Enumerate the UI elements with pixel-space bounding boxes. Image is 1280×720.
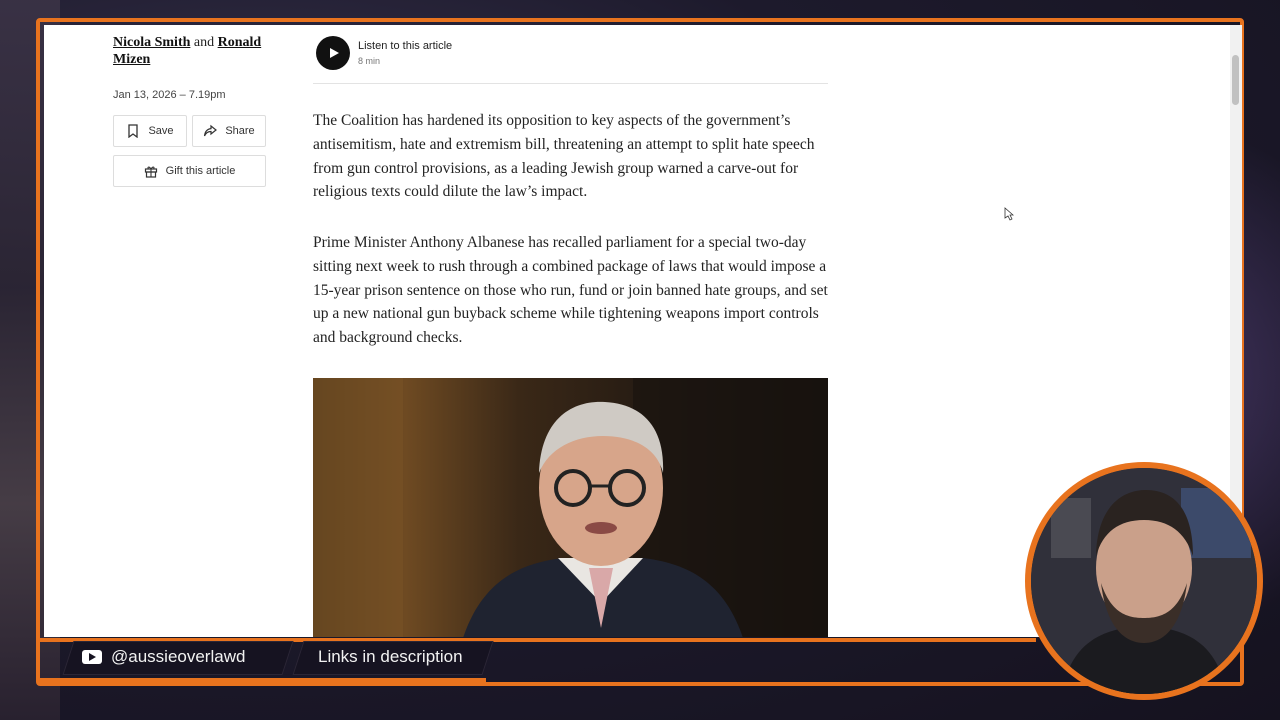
gift-icon — [144, 164, 158, 178]
article-paragraph-1: The Coalition has hardened its opposition to key aspects of the government’s antisemitism, hate and extremism bill, threatening an attempt to split hate speech from gun control provisions, as a leading Jewish group warned a carve-out for religious texts could dilute the law’s impact. — [313, 112, 815, 201]
channel-handle-group — [82, 641, 245, 673]
webcam-feed — [1031, 468, 1257, 694]
article-paragraph-2: Prime Minister Anthony Albanese has recalled parliament for a special two-day sitting next week to rush through a combined package of laws that would impose a 15-year prison sentence on those who run, fund or join banned hate groups, and set up a new national gun buyback scheme while tightening weapons import controls and background checks. — [313, 234, 828, 347]
byline — [113, 34, 283, 68]
bookmark-icon — [126, 124, 140, 138]
divider — [313, 83, 828, 84]
save-button[interactable] — [113, 115, 187, 147]
article-photo — [313, 378, 828, 637]
listen-player[interactable] — [316, 36, 452, 70]
share-button[interactable] — [192, 115, 266, 147]
listen-duration: 8 min — [358, 56, 381, 66]
play-icon[interactable] — [316, 36, 350, 70]
youtube-icon — [82, 650, 102, 664]
listen-title: Listen to this article — [358, 40, 453, 52]
save-label: Save — [148, 125, 174, 137]
channel-handle: @aussieoverlawd — [111, 647, 246, 666]
stream-lower-third — [44, 639, 514, 679]
mouse-cursor-icon — [1004, 207, 1014, 226]
author-link-2[interactable]: Ronald Mizen — [113, 35, 262, 67]
author-join: and — [193, 35, 215, 50]
gift-label: Gift this article — [165, 165, 236, 177]
share-arrow-icon — [203, 124, 217, 138]
links-text: Links in description — [318, 647, 463, 666]
scrollbar-thumb[interactable] — [1232, 55, 1239, 105]
gift-article-button[interactable] — [113, 155, 266, 187]
share-label: Share — [225, 125, 255, 137]
publish-date: Jan 13, 2026 – 7.19pm — [113, 89, 226, 101]
author-link-1[interactable]: Nicola Smith — [113, 35, 191, 50]
